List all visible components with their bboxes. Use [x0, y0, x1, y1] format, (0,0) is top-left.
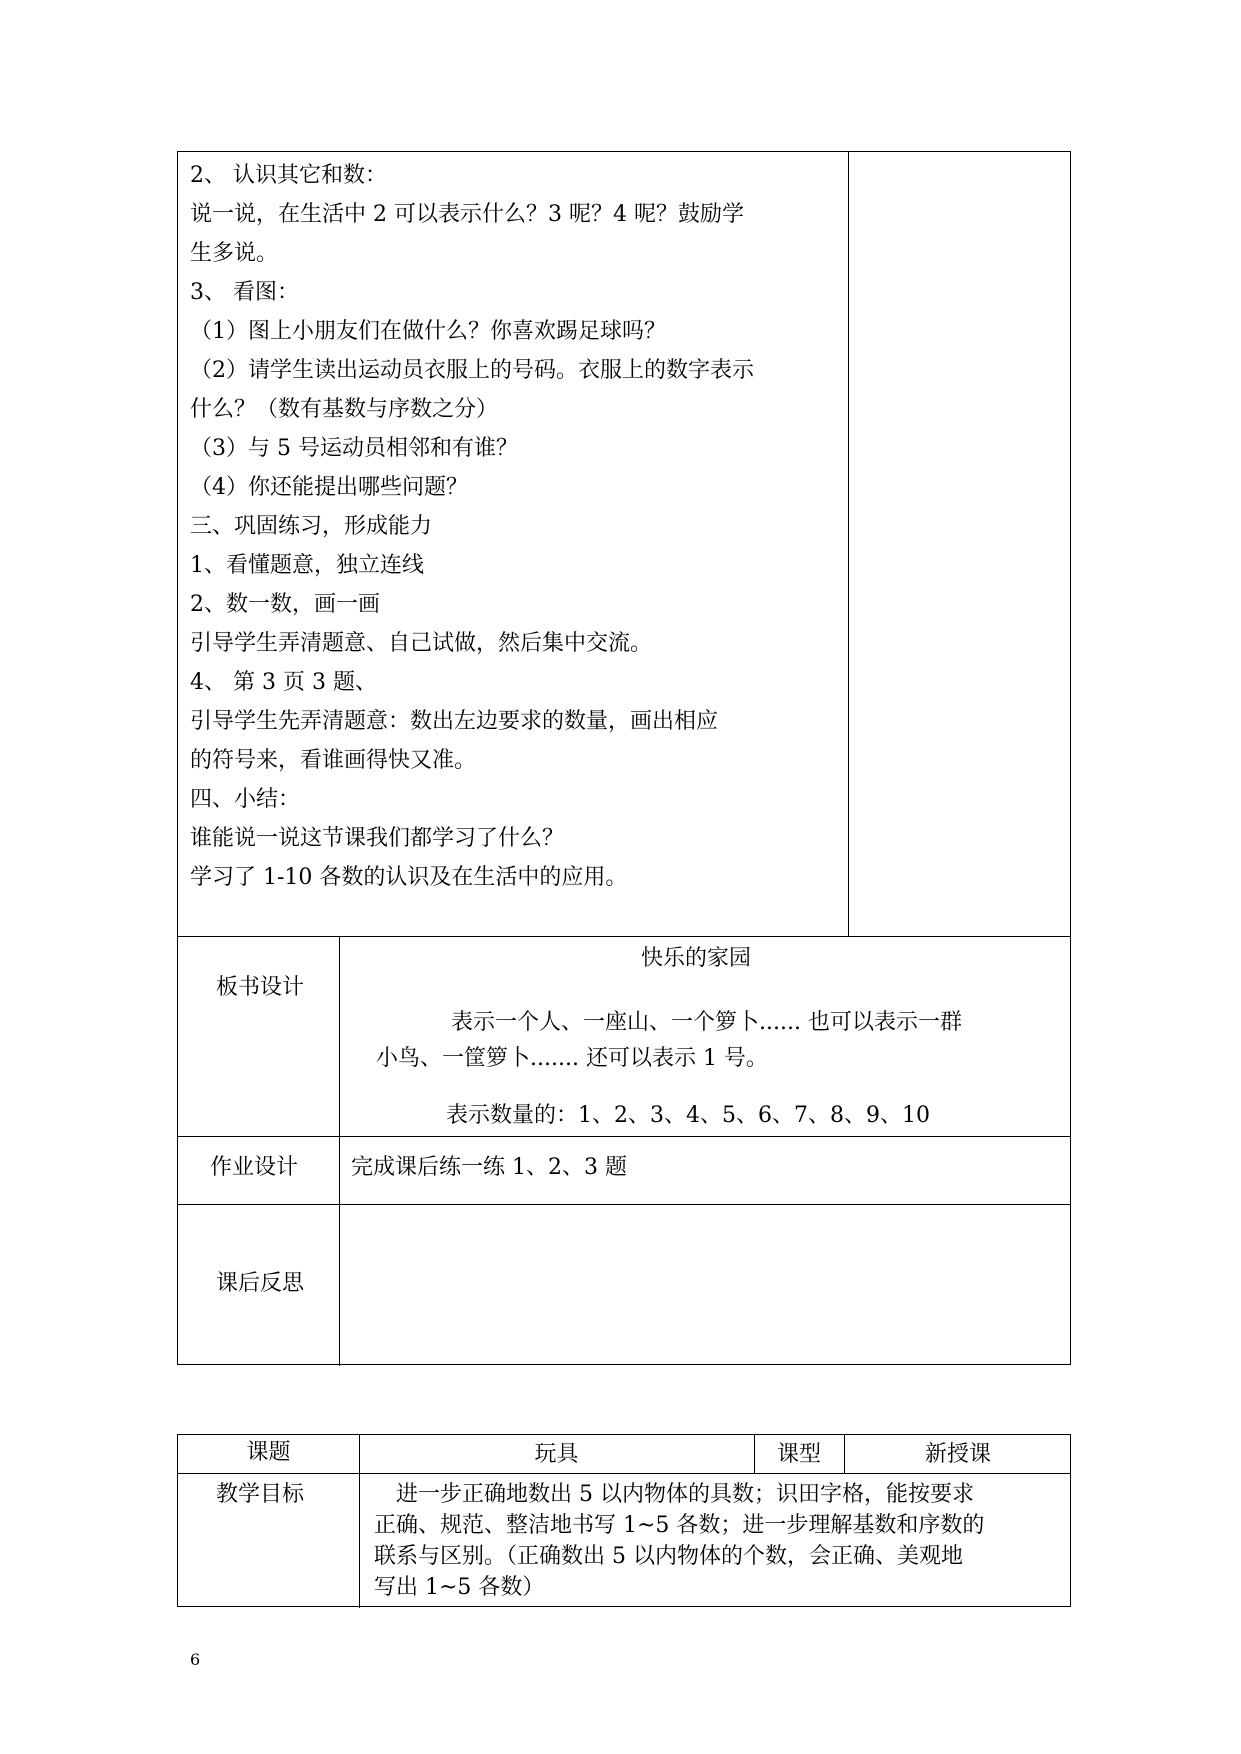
- text-line: 四、小结：: [190, 787, 301, 812]
- text-line: 的符号来，看谁画得快又准。: [190, 748, 477, 773]
- lesson-plan-table: [177, 151, 1071, 1365]
- text-line: 正确、规范、整洁地书写 1~5 各数；进一步理解基数和序数的: [374, 1513, 985, 1538]
- board-design-label: 板书设计: [216, 975, 305, 1000]
- topic-label: 课题: [246, 1440, 291, 1465]
- text-line: 1、看懂题意，独立连线: [190, 553, 424, 578]
- text-line: （1）图上小朋友们在做什么？你喜欢踢足球吗？: [190, 319, 666, 344]
- teaching-goal-label: 教学目标: [216, 1482, 305, 1507]
- table-divider: [178, 1136, 1070, 1137]
- reflection-label: 课后反思: [216, 1271, 305, 1296]
- board-design-line: 表示数量的：1、2、3、4、5、6、7、8、9、10: [446, 1103, 930, 1128]
- text-line: 写出 1~5 各数）: [374, 1575, 545, 1600]
- board-design-line: 表示一个人、一座山、一个箩卜...... 也可以表示一群: [451, 1010, 962, 1035]
- text-line: 2、数一数，画一画: [190, 592, 380, 617]
- next-lesson-table: [177, 1434, 1071, 1607]
- text-line: 谁能说一说这节课我们都学习了什么？: [190, 826, 565, 851]
- table-divider: [178, 1473, 1070, 1474]
- page-number: 6: [190, 1650, 201, 1669]
- table-divider: [178, 1204, 1070, 1205]
- table-divider: [178, 936, 1070, 937]
- homework-content: 完成课后练一练 1、2、3 题: [351, 1155, 627, 1180]
- text-line: （3）与 5 号运动员相邻和有谁？: [190, 436, 518, 461]
- board-design-title: 快乐的家园: [641, 946, 752, 971]
- text-line: （4）你还能提出哪些问题？: [190, 475, 468, 500]
- board-design-line: 小鸟、一筐箩卜....... 还可以表示 1 号。: [376, 1046, 768, 1071]
- text-line: 学习了 1-10 各数的认识及在生活中的应用。: [190, 865, 628, 890]
- topic-value: 玩具: [534, 1442, 579, 1467]
- lesson-type-label: 课型: [776, 1442, 821, 1467]
- text-line: 生多说。: [190, 241, 279, 266]
- text-line: 联系与区别。（正确数出 5 以内物体的个数，会正确、美观地: [374, 1544, 963, 1569]
- table-divider: [848, 152, 849, 936]
- lesson-type-value: 新授课: [924, 1442, 991, 1467]
- text-line: 引导学生先弄清题意：数出左边要求的数量，画出相应: [190, 709, 719, 734]
- text-line: （2）请学生读出运动员衣服上的号码。衣服上的数字表示: [190, 358, 754, 383]
- text-line: 什么？（数有基数与序数之分）: [190, 397, 499, 422]
- text-line: 说一说，在生活中 2 可以表示什么？3 呢？4 呢？鼓励学: [190, 202, 744, 227]
- text-line: 三、巩固练习，形成能力: [190, 514, 433, 539]
- text-line: 进一步正确地数出 5 以内物体的具数；识田字格，能按要求: [396, 1482, 974, 1507]
- text-line: 2、 认识其它和数：: [190, 163, 387, 188]
- text-line: 引导学生弄清题意、自己试做，然后集中交流。: [190, 631, 653, 656]
- text-line: 3、 看图：: [190, 280, 299, 305]
- text-line: 4、 第 3 页 3 题、: [190, 670, 377, 695]
- homework-label: 作业设计: [210, 1155, 299, 1180]
- table-divider: [339, 936, 340, 1366]
